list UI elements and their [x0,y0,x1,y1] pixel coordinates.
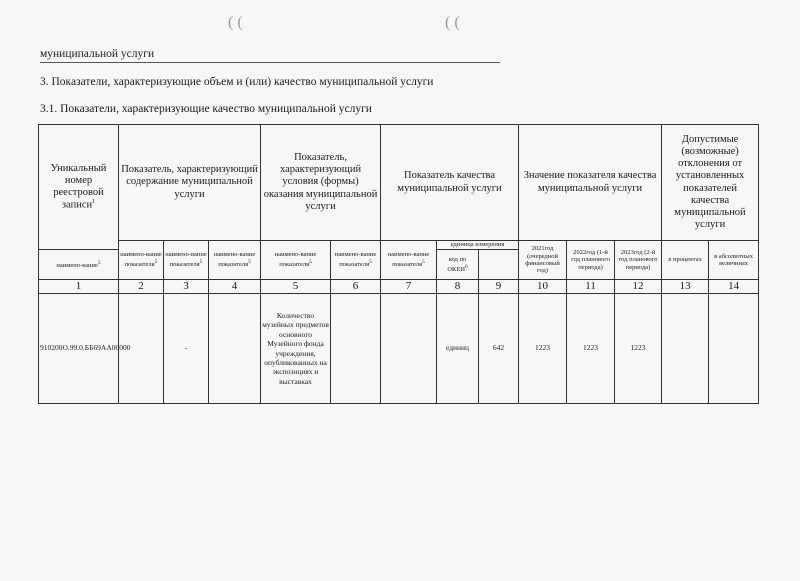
column-number: 3 [164,280,209,294]
subheader-name: наимено-вание показателя$^5$ [381,241,437,280]
cell-empty [331,294,381,404]
value-2023: 1223 [615,294,662,404]
subheader-name: наимено-вание показателя$^5$ [261,241,331,280]
column-number: 8 [437,280,479,294]
subheader-2021: 2021год (очередной финансовый год) [519,241,567,280]
header-value: Значение показателя качества муниципальной услуги [519,125,662,241]
quality-table [38,124,759,404]
quality-table-wrapper [38,124,758,404]
indicator-description: Количество музейных предметов основного Музейного фонда учреждения, опубликованных на экспозициях и выставках [261,294,331,404]
section-3-1-title: 3.1. Показатели, характеризующие качество муниципальной услуги [40,103,372,115]
column-number: 7 [381,280,437,294]
header-unique-number: Уникальный номер реестровой записи$^1$ [39,125,119,250]
scan-mark: ( ( [228,14,243,31]
column-number: 11 [567,280,615,294]
okei-code: 642 [479,294,519,404]
column-number: 4 [209,280,261,294]
cell-empty [381,294,437,404]
column-numbers-row [39,280,759,294]
registry-id: 910200О.99.0.ББ69АА00000 [39,294,119,404]
subheader-2022: 2022год (1-й год планового периода) [567,241,615,280]
cell-empty [709,294,759,404]
underline [40,62,500,63]
header-content: Показатель, характеризующий содержание муниципальной услуги [119,125,261,241]
subheader-percent: в процентах [662,241,709,280]
subheader-name: наимено-вание показателя$^5$ [209,241,261,280]
value-2022: 1223 [567,294,615,404]
header-conditions: Показатель, характеризующий условия (формы) оказания муниципальной услуги [261,125,381,241]
column-number: 12 [615,280,662,294]
subheader-name: наимено-вание показателя$^5$ [119,241,164,280]
column-number: 6 [331,280,381,294]
column-number: 1 [39,280,119,294]
cell-empty [662,294,709,404]
column-number: 9 [479,280,519,294]
header-deviation: Допустимые (возможные) отклонения от установленных показателей качества муниципальной услуги [662,125,759,241]
subheader-name: наимено-вание показателя$^5$ [164,241,209,280]
header-row [39,125,759,241]
subheader-name: наимено-вание показателя$^5$ [331,241,381,280]
subheader-unit-name: наимено-вание$^5$ [39,250,119,280]
unit-name: единиц [437,294,479,404]
column-number: 13 [662,280,709,294]
column-number: 10 [519,280,567,294]
column-number: 14 [709,280,759,294]
subheader-unit: единица измерения [437,241,519,250]
section-3-title: 3. Показатели, характеризующие объем и (или) качество муниципальной услуги [40,76,434,88]
subheader-absolute: в абсолютных величинах [709,241,759,280]
header-quality: Показатель качества муниципальной услуги [381,125,519,241]
doc-line-service: муниципальной услуги [40,48,155,60]
value-2021: 1223 [519,294,567,404]
subheader-okei: код по ОКЕИ$^6$ [437,250,479,280]
table-row [39,294,759,404]
column-number: 2 [119,280,164,294]
cell-dash: - [164,294,209,404]
scan-mark: ( ( [445,14,460,31]
subheader-row [39,241,759,250]
subheader-2023: 2023год (2-й год планового периода) [615,241,662,280]
column-number: 5 [261,280,331,294]
cell-empty [209,294,261,404]
